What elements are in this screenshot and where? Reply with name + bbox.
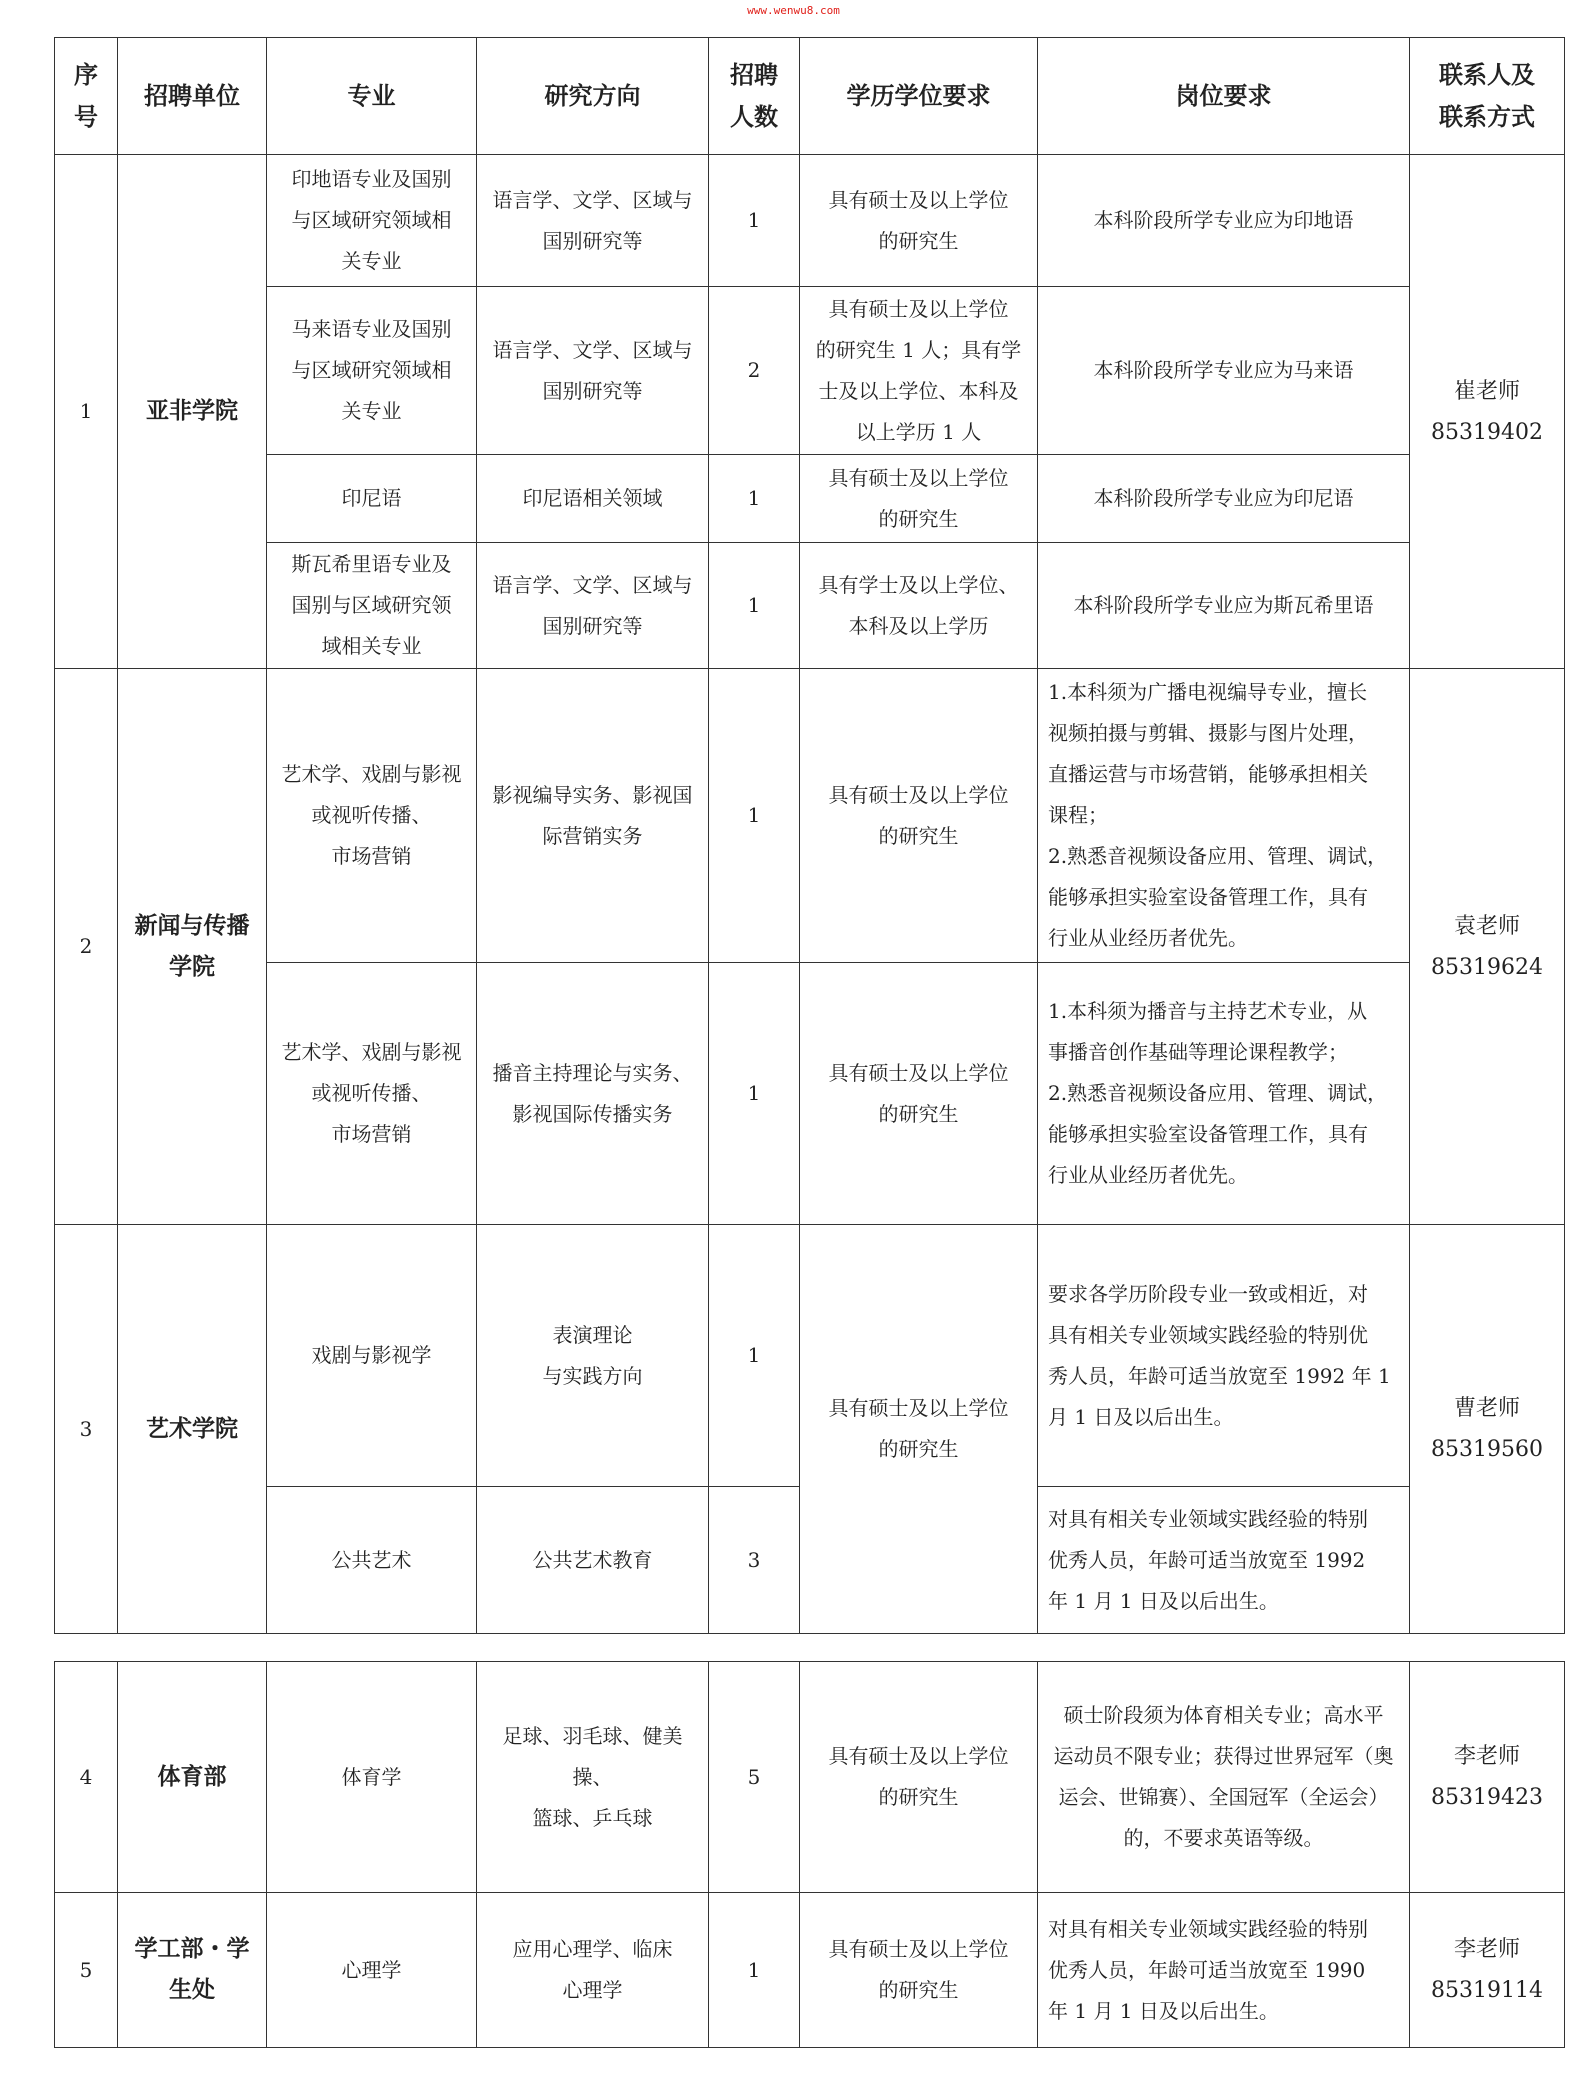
major: 心理学 bbox=[267, 1893, 477, 2048]
hire-count: 2 bbox=[709, 287, 800, 455]
table-row bbox=[55, 1893, 1565, 2048]
position-requirement: 本科阶段所学专业应为印尼语 bbox=[1038, 455, 1410, 543]
major: 斯瓦希里语专业及 国别与区域研究领 域相关专业 bbox=[267, 543, 477, 669]
major: 艺术学、戏剧与影视 或视听传播、 市场营销 bbox=[267, 963, 477, 1225]
row-no: 3 bbox=[55, 1225, 118, 1634]
degree-requirement: 具有硕士及以上学位 的研究生 bbox=[800, 455, 1038, 543]
hire-count: 5 bbox=[709, 1662, 800, 1893]
research-direction: 语言学、文学、区域与 国别研究等 bbox=[477, 287, 709, 455]
watermark: www.wenwu8.com bbox=[747, 4, 840, 17]
header-requirement: 岗位要求 bbox=[1038, 38, 1410, 155]
header-major: 专业 bbox=[267, 38, 477, 155]
row-no: 4 bbox=[55, 1662, 118, 1893]
major: 马来语专业及国别 与区域研究领域相 关专业 bbox=[267, 287, 477, 455]
position-requirement: 对具有相关专业领域实践经验的特别 优秀人员，年龄可适当放宽至 1992 年 1 月 1 日及以后出生。 bbox=[1038, 1487, 1410, 1634]
hire-count: 3 bbox=[709, 1487, 800, 1634]
recruiting-unit: 学工部・学 生处 bbox=[118, 1893, 267, 2048]
research-direction: 播音主持理论与实务、 影视国际传播实务 bbox=[477, 963, 709, 1225]
degree-requirement: 具有学士及以上学位、 本科及以上学历 bbox=[800, 543, 1038, 669]
major: 艺术学、戏剧与影视 或视听传播、 市场营销 bbox=[267, 669, 477, 963]
research-direction: 印尼语相关领域 bbox=[477, 455, 709, 543]
header-row bbox=[55, 38, 1565, 155]
row-no: 1 bbox=[55, 155, 118, 669]
table-row bbox=[55, 155, 1565, 287]
hire-count: 1 bbox=[709, 1225, 800, 1487]
position-requirement: 本科阶段所学专业应为斯瓦希里语 bbox=[1038, 543, 1410, 669]
degree-requirement: 具有硕士及以上学位 的研究生 bbox=[800, 1893, 1038, 2048]
recruiting-unit: 亚非学院 bbox=[118, 155, 267, 669]
hire-count: 1 bbox=[709, 543, 800, 669]
research-direction: 公共艺术教育 bbox=[477, 1487, 709, 1634]
contact: 曹老师 85319560 bbox=[1410, 1225, 1565, 1634]
research-direction: 语言学、文学、区域与 国别研究等 bbox=[477, 543, 709, 669]
recruiting-unit: 艺术学院 bbox=[118, 1225, 267, 1634]
position-requirement: 本科阶段所学专业应为印地语 bbox=[1038, 155, 1410, 287]
recruiting-unit: 新闻与传播 学院 bbox=[118, 669, 267, 1225]
table-row bbox=[55, 963, 1565, 1225]
position-requirement: 硕士阶段须为体育相关专业；高水平 运动员不限专业；获得过世界冠军（奥 运会、世锦赛）、全国冠军（全运会） 的，不要求英语等级。 bbox=[1038, 1662, 1410, 1893]
hire-count: 1 bbox=[709, 455, 800, 543]
major: 印尼语 bbox=[267, 455, 477, 543]
major: 印地语专业及国别 与区域研究领域相 关专业 bbox=[267, 155, 477, 287]
research-direction: 表演理论 与实践方向 bbox=[477, 1225, 709, 1487]
recruitment-table bbox=[54, 37, 1565, 1634]
research-direction: 应用心理学、临床 心理学 bbox=[477, 1893, 709, 2048]
header-direction: 研究方向 bbox=[477, 38, 709, 155]
position-requirement: 对具有相关专业领域实践经验的特别 优秀人员，年龄可适当放宽至 1990 年 1 月 1 日及以后出生。 bbox=[1038, 1893, 1410, 2048]
row-no: 2 bbox=[55, 669, 118, 1225]
header-degree: 学历学位要求 bbox=[800, 38, 1038, 155]
recruiting-unit: 体育部 bbox=[118, 1662, 267, 1893]
contact: 崔老师 85319402 bbox=[1410, 155, 1565, 669]
header-count: 招聘 人数 bbox=[709, 38, 800, 155]
degree-requirement: 具有硕士及以上学位 的研究生 bbox=[800, 155, 1038, 287]
contact: 袁老师 85319624 bbox=[1410, 669, 1565, 1225]
contact: 李老师 85319423 bbox=[1410, 1662, 1565, 1893]
row-no: 5 bbox=[55, 1893, 118, 2048]
table-row bbox=[55, 669, 1565, 963]
hire-count: 1 bbox=[709, 669, 800, 963]
header-contact: 联系人及 联系方式 bbox=[1410, 38, 1565, 155]
table-row bbox=[55, 455, 1565, 543]
degree-requirement: 具有硕士及以上学位 的研究生 bbox=[800, 1662, 1038, 1893]
hire-count: 1 bbox=[709, 1893, 800, 2048]
table-row bbox=[55, 287, 1565, 455]
position-requirement: 要求各学历阶段专业一致或相近，对 具有相关专业领域实践经验的特别优 秀人员，年龄可适当放宽至 1992 年 1 月 1 日及以后出生。 bbox=[1038, 1225, 1410, 1487]
major: 公共艺术 bbox=[267, 1487, 477, 1634]
hire-count: 1 bbox=[709, 155, 800, 287]
research-direction: 足球、羽毛球、健美操、 篮球、乒乓球 bbox=[477, 1662, 709, 1893]
position-requirement: 本科阶段所学专业应为马来语 bbox=[1038, 287, 1410, 455]
major: 戏剧与影视学 bbox=[267, 1225, 477, 1487]
position-requirement: 1.本科须为播音与主持艺术专业，从 事播音创作基础等理论课程教学； 2.熟悉音视频设备应用、管理、调试， 能够承担实验室设备管理工作，具有 行业从业经历者优先。 bbox=[1038, 963, 1410, 1225]
research-direction: 语言学、文学、区域与 国别研究等 bbox=[477, 155, 709, 287]
degree-requirement: 具有硕士及以上学位 的研究生 1 人；具有学 士及以上学位、本科及 以上学历 1 人 bbox=[800, 287, 1038, 455]
degree-requirement: 具有硕士及以上学位 的研究生 bbox=[800, 669, 1038, 963]
table-row bbox=[55, 543, 1565, 669]
table-row bbox=[55, 1662, 1565, 1893]
header-no: 序 号 bbox=[55, 38, 118, 155]
contact: 李老师 85319114 bbox=[1410, 1893, 1565, 2048]
recruitment-table-continued bbox=[54, 1661, 1565, 2048]
hire-count: 1 bbox=[709, 963, 800, 1225]
table-row bbox=[55, 1225, 1565, 1487]
header-unit: 招聘单位 bbox=[118, 38, 267, 155]
research-direction: 影视编导实务、影视国 际营销实务 bbox=[477, 669, 709, 963]
degree-requirement: 具有硕士及以上学位 的研究生 bbox=[800, 1225, 1038, 1634]
major: 体育学 bbox=[267, 1662, 477, 1893]
degree-requirement: 具有硕士及以上学位 的研究生 bbox=[800, 963, 1038, 1225]
position-requirement: 1.本科须为广播电视编导专业，擅长 视频拍摄与剪辑、摄影与图片处理， 直播运营与市场营销，能够承担相关 课程； 2.熟悉音视频设备应用、管理、调试， 能够承担实验室设备管理工作，具有 行业从业经历者优先。 bbox=[1038, 669, 1410, 963]
